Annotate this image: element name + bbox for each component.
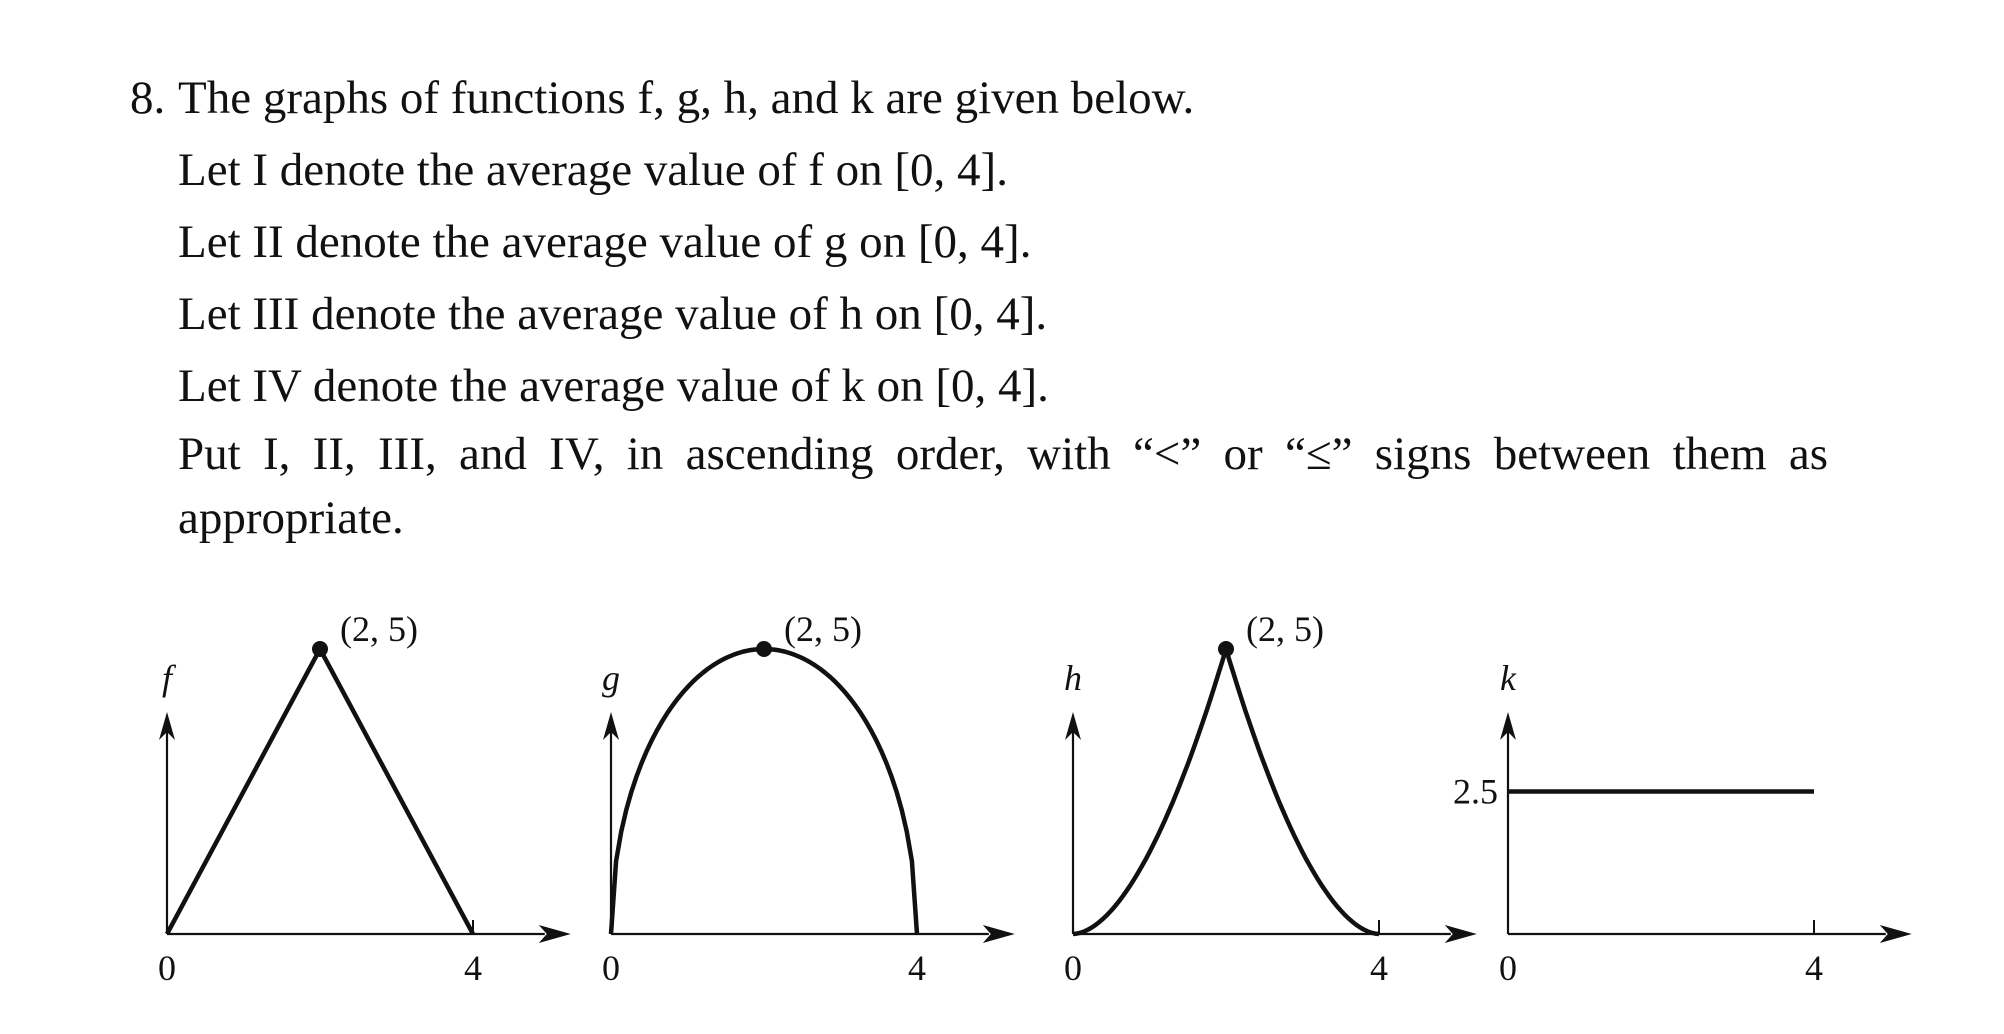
h-curve	[1073, 649, 1379, 934]
k-tick-label-4: 4	[1805, 948, 1823, 988]
f-tick-label-4: 4	[464, 948, 482, 988]
average-definition-f: Let I denote the average value of f on [0, 4].	[178, 144, 1008, 196]
f-curve	[167, 649, 473, 934]
problem-number: 8.	[130, 72, 166, 124]
h-tick-label-4: 4	[1370, 948, 1388, 988]
g-curve	[611, 649, 917, 934]
f-point-label: (2, 5)	[340, 609, 418, 649]
problem-intro: The graphs of functions f, g, h, and k are given below.	[178, 72, 1195, 124]
average-definition-g: Let II denote the average value of g on [0, 4].	[178, 216, 1032, 268]
problem-instruction: Put I, II, III, and IV, in ascending order, with “<” or “≤” signs between them as appropriate.	[178, 428, 1828, 544]
f-axis-label: f	[161, 658, 173, 698]
k-axis-label: k	[1500, 658, 1516, 698]
h-point-marker	[1218, 641, 1234, 657]
k-y-tick-label: 2.5	[1453, 771, 1498, 812]
average-definition-h: Let III denote the average value of h on [0, 4].	[178, 288, 1048, 340]
k-tick-label-0: 0	[1499, 948, 1517, 988]
g-point-marker	[756, 641, 772, 657]
f-tick-label-0: 0	[158, 948, 176, 988]
g-axis-label: g	[602, 658, 620, 698]
g-point-label: (2, 5)	[784, 609, 862, 649]
h-tick-label-0: 0	[1064, 948, 1082, 988]
h-axis-label: h	[1064, 658, 1082, 698]
g-tick-label-4: 4	[908, 948, 926, 988]
f-point-marker	[312, 641, 328, 657]
average-definition-k: Let IV denote the average value of k on [0, 4].	[178, 360, 1049, 412]
h-point-label: (2, 5)	[1246, 609, 1324, 649]
g-tick-label-0: 0	[602, 948, 620, 988]
